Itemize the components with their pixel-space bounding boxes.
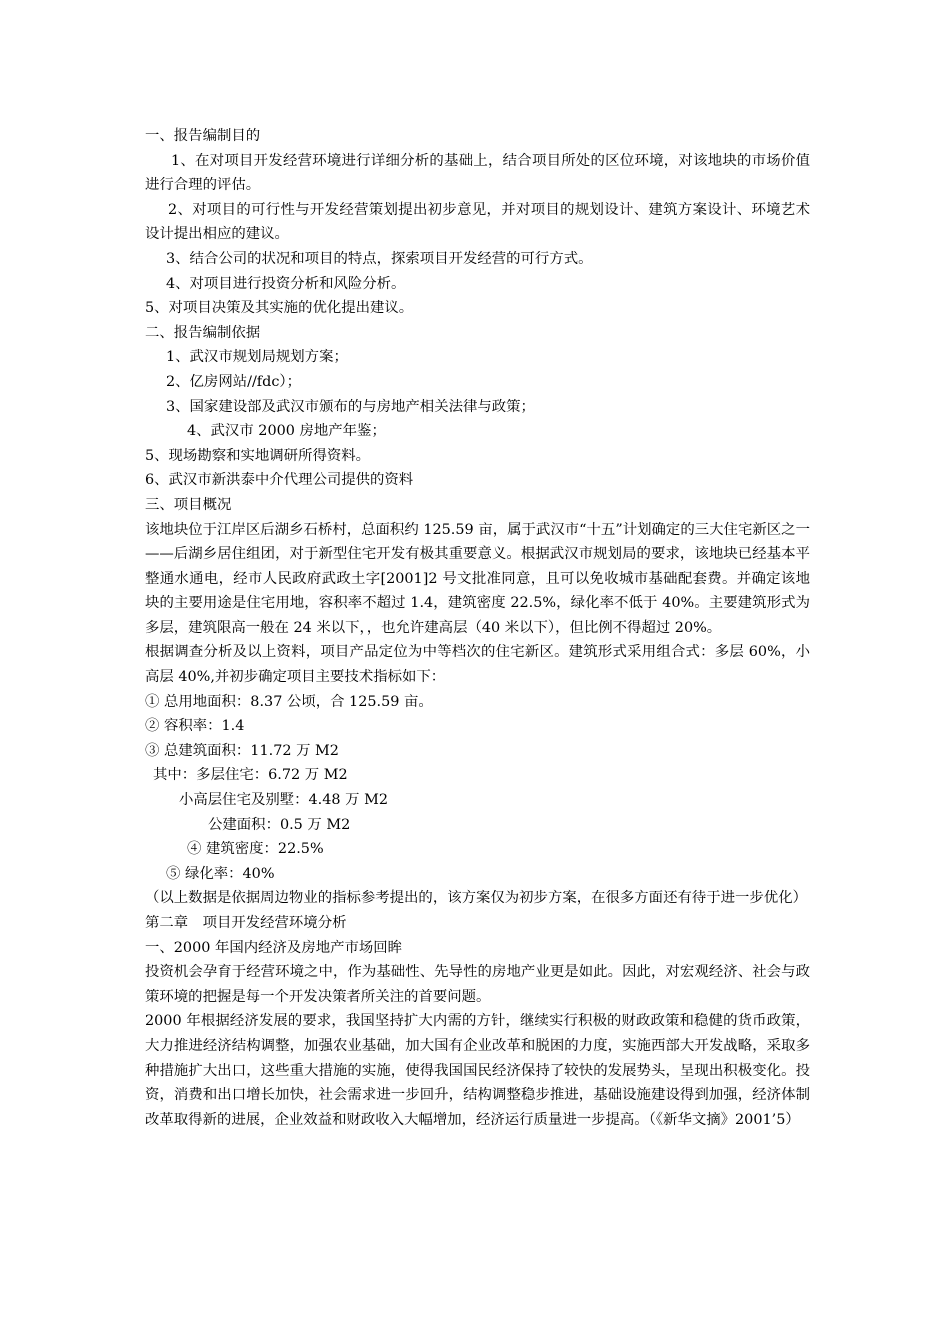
heading-1: 一、报告编制目的 [145,128,261,144]
list-item: 3、国家建设部及武汉市颁布的与房地产相关法律与政策； [166,398,535,415]
list-item: 1、武汉市规划局规划方案； [166,349,348,366]
indicator-subitem: 小高层住宅及别墅：4.48 万 M2 [179,792,388,809]
chapter-title: 第二章 项目开发经营环境分析 [145,915,347,931]
list-item: 5、现场勘察和实地调研所得资料。 [145,447,371,464]
indicator-item: ⑤ 绿化率：40% [166,865,275,882]
indicator-item: ④ 建筑密度：22.5% [187,841,324,858]
indicator-item: ① 总用地面积：8.37 公顷，合 125.59 亩。 [145,693,433,710]
list-item: 3、结合公司的状况和项目的特点，探索项目开发经营的可行方式。 [166,250,593,267]
section-heading: 一、2000 年国内经济及房地产市场回眸 [145,939,403,956]
paragraph: 该地块位于江岸区后湖乡石桥村，总面积约 125.59 亩，属于武汉市“十五”计划确定的三大住宅新区之一——后湖乡居住组团，对于新型住宅开发有极其重要意义。根据武汉市规划局的要求，该地块已经基本平整通水通电，经市人民政府武政土字[2001]2 号文批准同意，且可以免收城市基础配套费。并确定该地块的主要用途是住宅用地，容积率不超过 1.4，建筑密度 22.5%，绿化率不低于 40%。主要建筑形式为多层，建筑限高一般在 24 米以下，，也允许建高层（40 米以下），但比例不得超过 20%。 [145,521,810,636]
paragraph: 根据调查分析及以上资料，项目产品定位为中等档次的住宅新区。建筑形式采用组合式：多层 60%，小高层 40%,并初步确定项目主要技术指标如下： [145,644,810,686]
paragraph: 2、对项目的可行性与开发经营策划提出初步意见，并对项目的规划设计、建筑方案设计、环境艺术设计提出相应的建议。 [145,201,810,243]
list-item: 5、对项目决策及其实施的优化提出建议。 [145,300,414,317]
indicator-item: ② 容积率：1.4 [145,718,245,735]
document-body [145,124,810,1132]
list-item: 4、武汉市 2000 房地产年鉴； [187,423,386,440]
paragraph: （以上数据是依据周边物业的指标参考提出的，该方案仅为初步方案，在很多方面还有待于进一步优化） [145,890,807,907]
heading-2: 二、报告编制依据 [145,324,261,341]
indicator-item: ③ 总建筑面积：11.72 万 M2 [145,742,339,759]
paragraph: 投资机会孕育于经营环境之中，作为基础性、先导性的房地产业更是如此。因此，对宏观经济、社会与政策环境的把握是每一个开发决策者所关注的首要问题。 [145,964,810,1005]
paragraph: 1、在对项目开发经营环境进行详细分析的基础上，结合项目所处的区位环境，对该地块的市场价值进行合理的评估。 [145,152,810,194]
list-item: 4、对项目进行投资分析和风险分析。 [166,275,406,292]
heading-3: 三、项目概况 [145,496,232,513]
indicator-subitem: 公建面积：0.5 万 M2 [208,816,351,833]
indicator-subitem: 其中：多层住宅：6.72 万 M2 [153,767,348,784]
list-item: 6、武汉市新洪泰中介代理公司提供的资料 [145,472,414,489]
list-item: 2、亿房网站//fdc）； [166,373,301,390]
paragraph: 2000 年根据经济发展的要求，我国坚持扩大内需的方针，继续实行积极的财政政策和稳健的货币政策，大力推进经济结构调整，加强农业基础，加大国有企业改革和脱困的力度，实施西部大开发战略，采取多种措施扩大出口，这些重大措施的实施，使得我国国民经济保持了较快的发展势头，呈现出积极变化。投资，消费和出口增长加快，社会需求进一步回升，结构调整稳步推进，基础设施建设得到加强，经济体制改革取得新的进展，企业效益和财政收入大幅增加，经济运行质量进一步提高。（《新华文摘》2001’5） [145,1013,810,1128]
